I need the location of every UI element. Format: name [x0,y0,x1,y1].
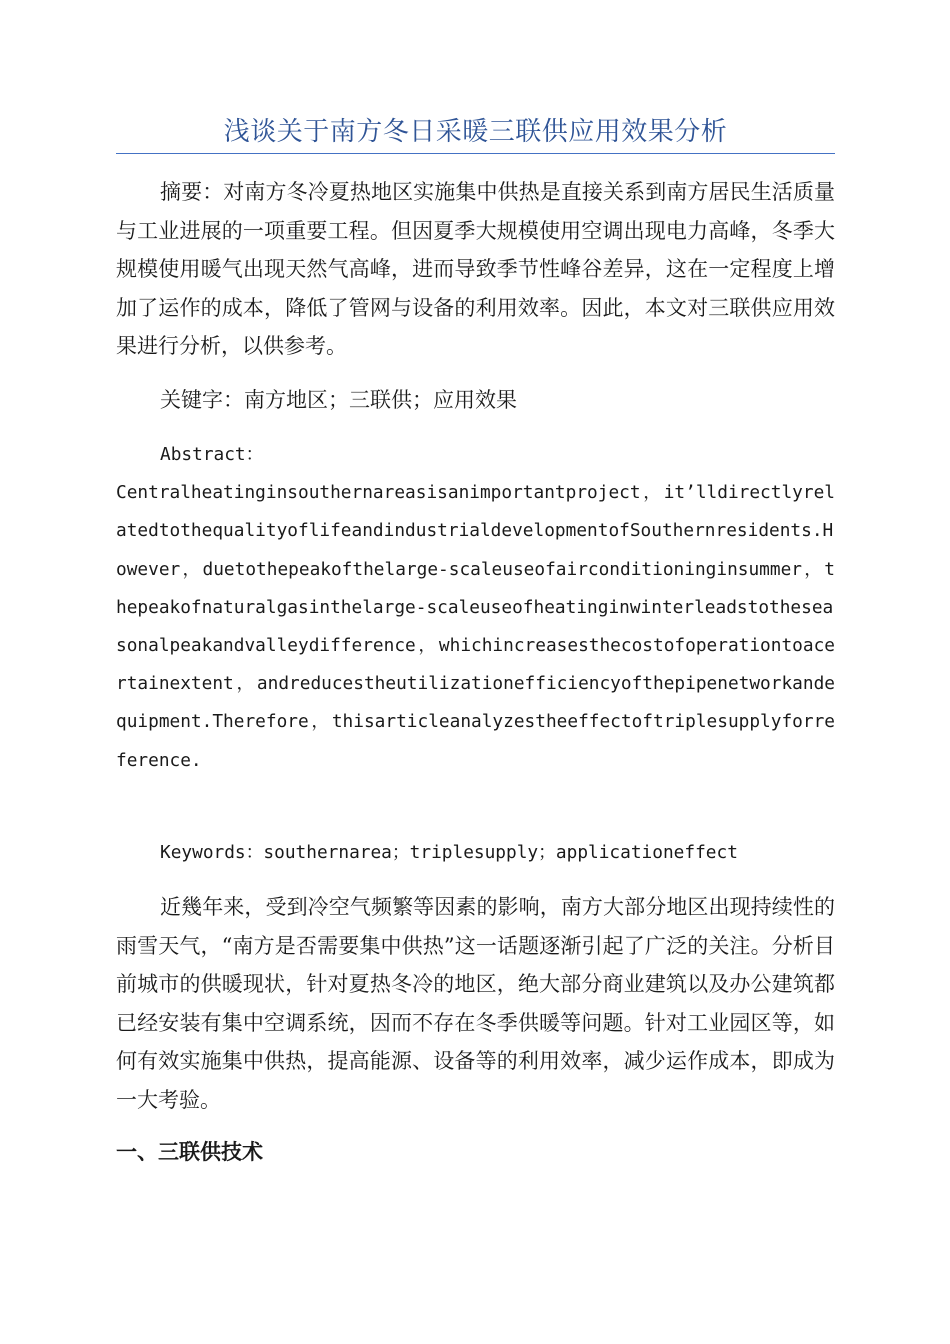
keywords-cn: 关键字：南方地区；三联供；应用效果 [160,388,517,412]
abstract-en-text: Centralheatinginsouthernareasisanimportantproject，it’lldirectlyrelatedtothequalityoflifeandindustrialdevelopmentofSouthernresidents.However，duetothepeakofthelarge-scaleuseofairconditioninginsummer，thepeakofnaturalgasinthelarge-scaleuseofheatinginwinterleadstotheseasonalpeakandvalleydifference，whichincreasesthecostofoperationtoacertainextent，andreducestheutilizationefficiencyofthepipenetworkandequipment.Therefore，thisarticleanalyzestheeffectoftriplesupplyforreference. [116,482,835,771]
document-title: 浅谈关于南方冬日采暖三联供应用效果分析 [223,117,728,147]
abstract-en-block [116,436,835,780]
keywords-en: Keywords：southernarea；triplesupply；applicationeffect [160,842,738,863]
abstract-en-label: Abstract： [160,444,264,465]
body-paragraph-1: 近幾年来，受到冷空气频繁等因素的影响，南方大部分地区出现持续性的雨雪天气，“南方是否需要集中供热”这一话题逐渐引起了广泛的关注。分析目前城市的供暖现状，针对夏热冬冷的地区，绝大部分商业建筑以及办公建筑都已经安装有集中空调系统，因而不存在冬季供暖等问题。针对工业园区等，如何有效实施集中供热，提高能源、设备等的利用效率，减少运作成本，即成为一大考验。 [116,895,835,1112]
section-heading: 一、三联供技术 [116,1140,263,1164]
abstract-cn: 摘要：对南方冬冷夏热地区实施集中供热是直接关系到南方居民生活质量与工业进展的一项重要工程。但因夏季大规模使用空调出现电力高峰，冬季大规模使用暖气出现天然气高峰，进而导致季节性峰谷差异，这在一定程度上增加了运作的成本，降低了管网与设备的利用效率。因此，本文对三联供应用效果进行分析，以供参考。 [116,180,835,359]
title-underline [116,153,835,154]
